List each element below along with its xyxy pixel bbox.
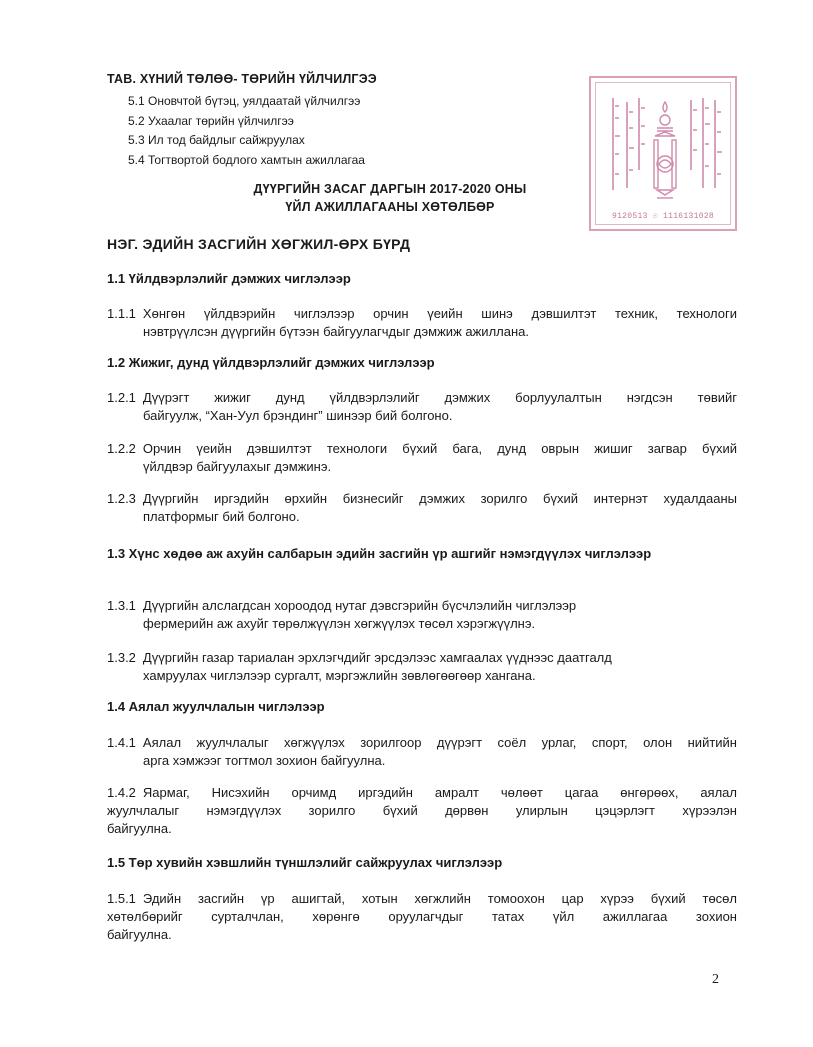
list-item: [107, 784, 737, 838]
item-number: 1.4.2: [107, 785, 136, 800]
item-text: Орчин үеийн дэвшилтэт технологи бүхий бага, дунд оврын жишиг загвар бүхий: [142, 441, 737, 456]
section-1-4-title: 1.4 Аялал жуулчлалын чиглэлээр: [107, 699, 325, 714]
list-item: [107, 440, 737, 476]
part-1-title: НЭГ. ЭДИЙН ЗАСГИЙН ХӨГЖИЛ-ӨРХ БҮРД: [107, 236, 411, 252]
section-1-5-title: 1.5 Төр хувийн хэвшлийн түншлэлийг сайжруулах чиглэлээр: [107, 855, 503, 870]
list-item: [107, 734, 737, 770]
section-5-list: [128, 92, 365, 170]
list-item: [107, 649, 737, 685]
section-1-3-title: 1.3 Хүнс хөдөө аж ахуйн салбарын эдийн засгийн үр ашгийг нэмэгдүүлэх чиглэлээр: [107, 546, 652, 561]
section-1-1-title: 1.1 Үйлдвэрлэлийг дэмжих чиглэлээр: [107, 271, 351, 286]
item-text: платформыг бий болгоно.: [143, 509, 300, 524]
item-text: жуулчлалыг нэмэгдүүлэх зорилго бүхий дөрвөн улирлын цэцэрлэгт хүрээлэн: [107, 803, 737, 818]
official-stamp: [589, 76, 737, 231]
document-title: [190, 180, 590, 216]
list-item: 5.4 Тогтвортой бодлого хамтын ажиллагаа: [128, 152, 365, 167]
list-item: 5.2 Ухаалаг төрийн үйлчилгээ: [128, 113, 294, 128]
item-text: Эдийн засгийн үр ашигтай, хотын хөгжлийн томоохон цар хүрээ бүхий төсөл: [142, 891, 737, 906]
title-line-2: ҮЙЛ АЖИЛЛАГААНЫ ХӨТӨЛБӨР: [285, 200, 495, 214]
list-item: 5.1 Оновчтой бүтэц, уялдаатай үйлчилгээ: [128, 94, 361, 108]
list-item: [107, 490, 737, 526]
item-number: 1.2.1: [107, 390, 136, 405]
item-text: арга хэмжээг тогтмол зохион байгуулна.: [143, 753, 386, 768]
item-text: хамруулах чиглэлээр сургалт, мэргэжлийн зөвлөгөөгөөр хангана.: [143, 668, 536, 683]
page-number: 2: [712, 972, 719, 987]
item-text: Дүүргийн иргэдийн өрхийн бизнесийг дэмжих зорилго бүхий интернэт худалдааны: [142, 491, 737, 506]
item-text: Дүүрэгт жижиг дунд үйлдвэрлэлийг дэмжих борлуулалтын нэгдсэн төвийг: [142, 390, 737, 405]
item-text: фермерийн аж ахуйг төрөлжүүлэн хөгжүүлэх төсөл хэрэгжүүлнэ.: [143, 616, 536, 631]
item-text: байгуулж, “Хан-Уул брэндинг” шинээр бий болгоно.: [143, 408, 453, 423]
list-item: 5.3 Ил тод байдлыг сайжруулах: [128, 133, 305, 147]
item-number: 1.3.1: [107, 598, 136, 613]
list-item: [107, 890, 737, 944]
item-text: Дүүргийн газар тариалан эрхлэгчдийг эрсдэлээс хамгаалах үүднээс даатгалд: [142, 650, 612, 665]
item-text: үйлдвэр байгуулахыг дэмжинэ.: [143, 459, 332, 474]
item-text: Дүүргийн алслагдсан хороодод нутаг дэвсгэрийн бүсчлэлийн чиглэлээр: [142, 598, 577, 613]
item-text: байгуулна.: [107, 821, 172, 836]
list-item: [107, 305, 737, 341]
list-item: [107, 597, 737, 633]
title-line-1: ДҮҮРГИЙН ЗАСАГ ДАРГЫН 2017-2020 ОНЫ: [253, 182, 527, 196]
item-number: 1.2.2: [107, 441, 136, 456]
item-number: 1.2.3: [107, 491, 136, 506]
item-text: байгуулна.: [107, 927, 172, 942]
section-5-heading: ТАВ. ХҮНИЙ ТӨЛӨӨ- ТӨРИЙН ҮЙЛЧИЛГЭЭ: [107, 72, 377, 86]
item-text: Яармаг, Нисэхийн орчимд иргэдийн амралт чөлөөт цагаа өнгөрөөх, аялал: [142, 785, 737, 800]
list-item: [107, 389, 737, 425]
item-number: 1.5.1: [107, 891, 136, 906]
item-text: нэвтрүүлсэн дүүргийн бүтээн байгуулагчдыг дэмжиж ажиллана.: [143, 324, 529, 339]
stamp-registration-number: 9120513 ☉ 1116131028: [611, 212, 715, 221]
item-text: хөтөлбөрийг сурталчлан, хөрөнгө оруулагчдыг татах үйл ажиллагаа зохион: [107, 909, 737, 924]
soyombo-emblem-icon: [591, 78, 739, 233]
item-number: 1.3.2: [107, 650, 136, 665]
item-text: Хөнгөн үйлдвэрийн чиглэлээр орчин үеийн шинэ дэвшилтэт техник, технологи: [142, 306, 737, 321]
item-number: 1.1.1: [107, 306, 136, 321]
item-text: Аялал жуулчлалыг хөгжүүлэх зорилгоор дүүрэгт соёл урлаг, спорт, олон нийтийн: [142, 735, 737, 750]
item-number: 1.4.1: [107, 735, 136, 750]
section-1-2-title: 1.2 Жижиг, дунд үйлдвэрлэлийг дэмжих чиглэлээр: [107, 355, 435, 370]
